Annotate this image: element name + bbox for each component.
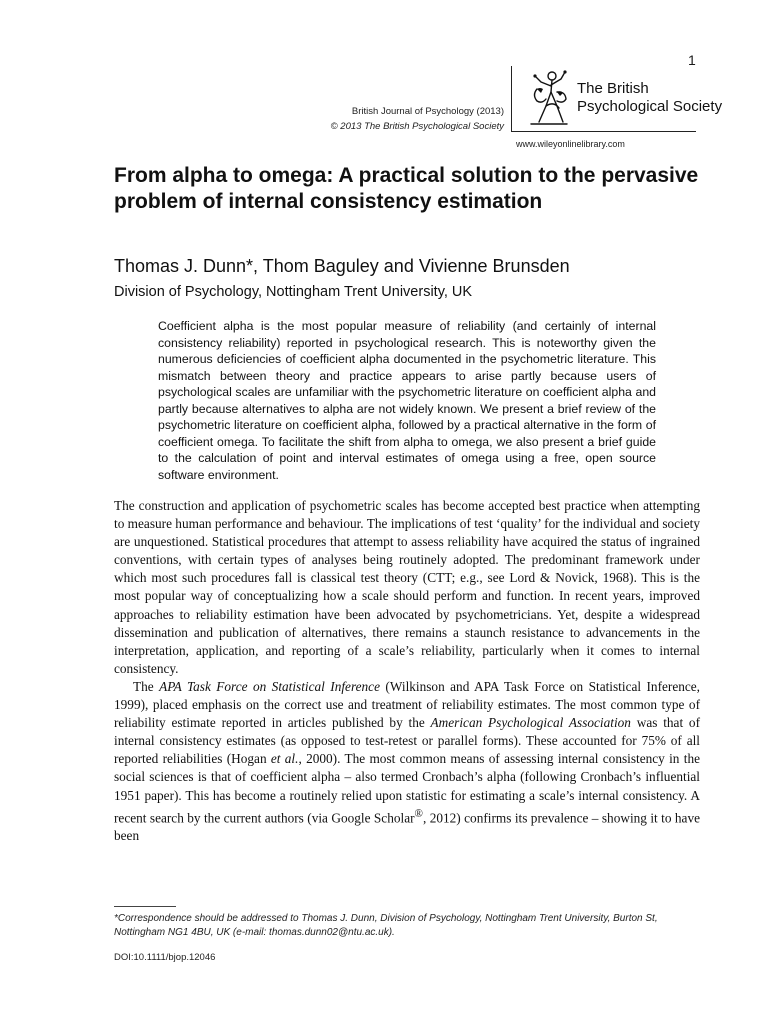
body-p2-part-d: , 2000). The most common means of assessing internal consistency in the social sciences is that of coefficient alpha – also termed Cronbach’s alpha (following Cronbach’s influential 1951 paper). This has become a routinely relied upon statistic for estimating a scale’s internal consistency. A recent search by the current authors (via Google Scholar — [114, 751, 700, 826]
publisher-name-line2: Psychological Society — [577, 98, 723, 115]
body-p2-part-b: (Wilkinson and APA Task Force on Statistical Inference, 1999), placed emphasis on the correct use and treatment of reliability estimates. The most common type of reliability estimate reported in articles published by the — [114, 678, 700, 731]
registered-mark: ® — [414, 807, 423, 820]
body-paragraph-2 — [114, 678, 700, 845]
journal-info — [331, 104, 504, 134]
bps-logo-icon — [527, 68, 571, 126]
header-rule-horizontal — [511, 131, 696, 132]
header-rule-vertical — [511, 66, 512, 132]
article-title: From alpha to omega: A practical solution to the pervasive problem of internal consistency estimation — [114, 164, 699, 213]
body-p2-part-e: , 2012) confirms its prevalence – showing it to have been — [114, 810, 701, 844]
et-al: et al. — [270, 751, 299, 767]
journal-name: British Journal of Psychology (2013) — [351, 106, 504, 117]
article-affiliation: Division of Psychology, Nottingham Trent University, UK — [114, 284, 473, 300]
publisher-name-line1: The British — [577, 80, 649, 97]
apa-name: American Psychological Association — [430, 715, 631, 731]
footnote: *Correspondence should be addressed to Thomas J. Dunn, Division of Psychology, Nottingham Trent University, Burton St, Nottingham NG1 4BU, UK (e-mail: thomas.dunn02@ntu.ac.uk). — [114, 913, 658, 938]
page-number: 1 — [688, 52, 696, 68]
abstract: Coefficient alpha is the most popular measure of reliability (and certainly of internal consistency reliability) reported in psychological research. This is noteworthy given the numerous deficiencies of coefficient alpha documented in the psychometric literature. This mismatch between theory and practice appears to arise partly because users of psychological scales are unfamiliar with the psychometric literature on coefficient alpha and partly because alternatives to alpha are not widely known. We present a brief review of the psychometric literature on coefficient alpha, followed by a practical alternative in the form of coefficient omega. To facilitate the shift from alpha to omega, we also present a brief guide to the calculation of point and interval estimates of omega using a free, open source software environment. — [158, 319, 656, 482]
body-text — [114, 497, 700, 845]
body-p2-part-c: was that of internal consistency estimates (as opposed to test-retest or parallel forms). These accounted for 75% of all reported reliabilities (Hogan — [114, 715, 700, 767]
publisher-website-link[interactable]: www.wileyonlinelibrary.com — [516, 139, 625, 149]
doi: DOI:10.1111/bjop.12046 — [114, 952, 216, 963]
body-p2-part-a: The — [133, 678, 160, 694]
journal-copyright: © 2013 The British Psychological Society — [330, 121, 504, 132]
publisher-name — [577, 80, 722, 116]
apa-task-force-name: APA Task Force on Statistical Inference — [159, 678, 380, 694]
article-authors: Thomas J. Dunn*, Thom Baguley and Vivienne Brunsden — [114, 256, 570, 276]
body-paragraph-1: The construction and application of psychometric scales has become accepted best practice when attempting to measure human performance and behaviour. The implications of test ‘quality’ for the individual and society are unquestioned. Statistical procedures that attempt to assess reliability have acquired the status of ingrained conventions, with certain types of analyses being routinely adopted. The predominant framework under which most such procedures fall is classical test theory (CTT; e.g., see Lord & Novick, 1968). This is the most popular way of conceptualizing how a scale should perform and function. In recent years, improved approaches to reliability estimation have been advocated by psychometricians. Yet, despite a widespread dissemination and publication of alternatives, there remains a staunch resistance to advancements in the interpretation, application, and reporting of a scale’s reliability, particularly when it comes to internal consistency. — [114, 498, 700, 676]
footnote-rule — [114, 906, 176, 907]
